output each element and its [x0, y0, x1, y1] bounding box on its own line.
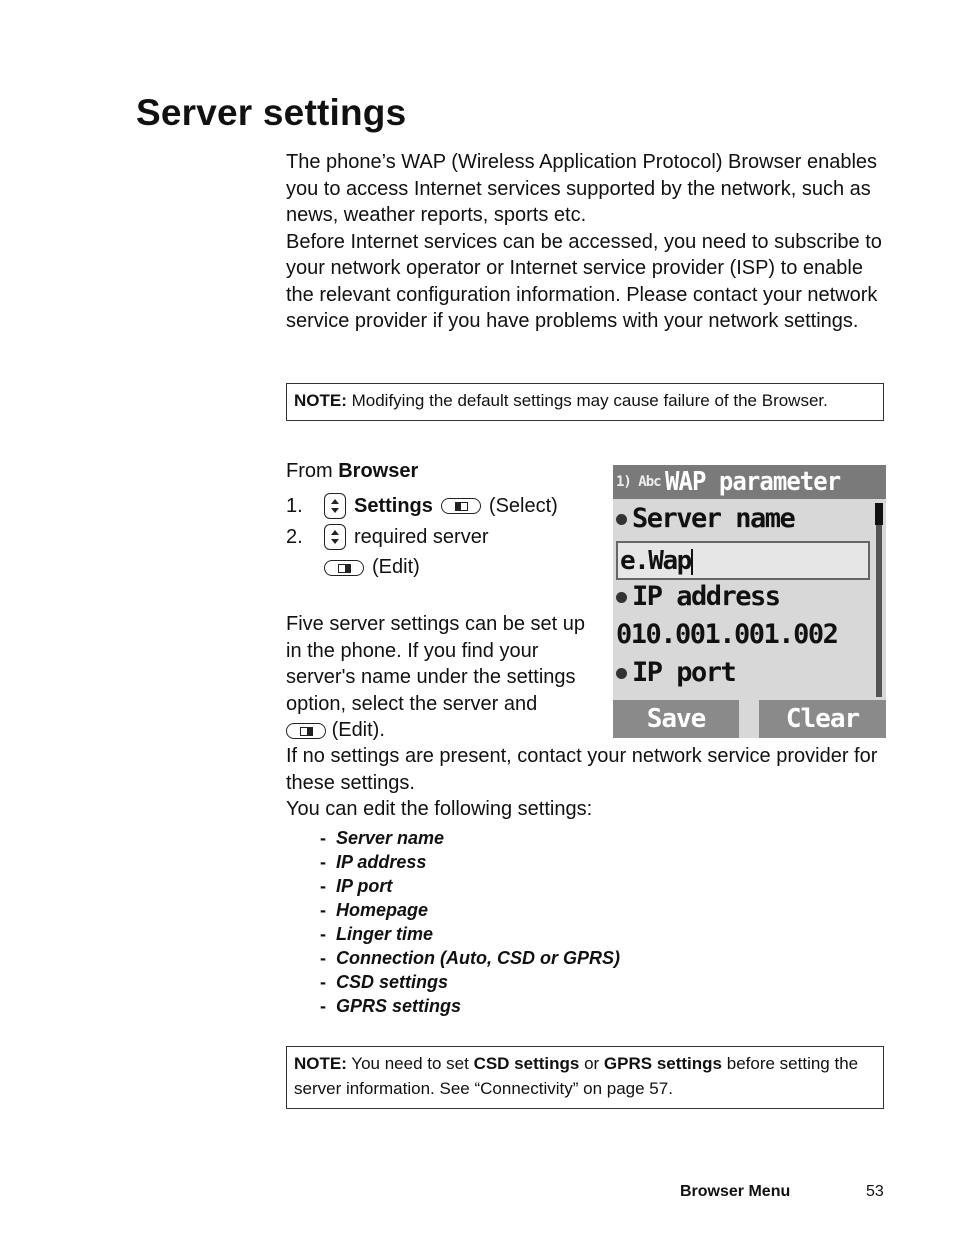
- footer-section-title: Browser Menu: [680, 1183, 791, 1200]
- step-action: (Select): [488, 494, 558, 517]
- scrollbar-thumb[interactable]: [875, 503, 883, 525]
- note-bold-term: CSD settings: [473, 1054, 580, 1073]
- five-settings-paragraph: Five server settings can be set up in the phone. If you find your server's name under the settings option, select the server and: [286, 613, 586, 715]
- five-settings-action: (Edit).: [331, 719, 385, 741]
- list-item: - IP port: [320, 874, 620, 898]
- edit-intro: You can edit the following settings:: [286, 798, 593, 820]
- intro-paragraph-1: The phone’s WAP (Wireless Application Protocol) Browser enables you to access Internet services supported by the network, such as news, weather reports, sports etc.: [286, 151, 878, 226]
- right-softkey-icon: [324, 560, 364, 576]
- note-text-part: before setting the server information. See “Connectivity” on page 57.: [294, 1054, 859, 1098]
- bullet-icon: [616, 514, 627, 525]
- from-line: [286, 460, 418, 483]
- list-item: - IP address: [320, 850, 620, 874]
- navigation-key-icon: [324, 524, 346, 550]
- list-item: - Server name: [320, 826, 620, 850]
- bullet-icon: [616, 592, 627, 603]
- step-1: [286, 493, 558, 519]
- note-box-2: [286, 1046, 884, 1109]
- phone-screenshot: [613, 465, 886, 738]
- phone-header: [613, 465, 886, 499]
- page-title: Server settings: [136, 92, 407, 133]
- list-item: - Homepage: [320, 898, 620, 922]
- ip-address-value[interactable]: 010.001.001.002: [616, 619, 838, 650]
- step-number: 2.: [286, 525, 303, 548]
- right-softkey-icon: [286, 723, 326, 739]
- note-label: NOTE:: [294, 391, 347, 410]
- clear-button[interactable]: Clear: [759, 700, 886, 738]
- ip-port-label: IP port: [616, 657, 735, 688]
- list-item: - CSD settings: [320, 970, 620, 994]
- scrollbar[interactable]: [876, 503, 882, 697]
- phone-header-title: WAP parameter: [664, 467, 840, 497]
- settings-list: [320, 826, 620, 1018]
- five-settings-text: [286, 611, 604, 744]
- note-label: NOTE:: [294, 1054, 347, 1073]
- server-name-field[interactable]: [616, 541, 870, 580]
- step-2-action: [324, 556, 420, 579]
- step-action: (Edit): [372, 556, 420, 578]
- step-item: Settings: [354, 494, 433, 517]
- from-menu: Browser: [338, 460, 419, 482]
- list-item: - Linger time: [320, 922, 620, 946]
- list-item: - GPRS settings: [320, 994, 620, 1018]
- save-button[interactable]: Save: [613, 700, 739, 738]
- no-settings-paragraph: If no settings are present, contact your network service provider for these settings.: [286, 745, 878, 794]
- note-box-1: [286, 383, 884, 421]
- note-bold-term: GPRS settings: [603, 1054, 723, 1073]
- ip-address-label: IP address: [616, 581, 780, 612]
- no-settings-text: [286, 743, 886, 823]
- navigation-key-icon: [324, 493, 346, 519]
- note-text: Modifying the default settings may cause failure of the Browser.: [346, 391, 828, 410]
- input-mode-icon: 1) Abc: [616, 474, 661, 490]
- left-softkey-icon: [441, 498, 481, 514]
- note-text-part: You need to set: [346, 1054, 474, 1073]
- intro-text: [286, 149, 886, 335]
- step-2: [286, 524, 489, 550]
- bullet-icon: [616, 668, 627, 679]
- server-name-label: Server name: [616, 503, 794, 534]
- note-text-part: or: [579, 1054, 604, 1073]
- from-prefix: From: [286, 460, 339, 482]
- list-item: - Connection (Auto, CSD or GPRS): [320, 946, 620, 970]
- step-number: 1.: [286, 494, 303, 517]
- page-number: 53: [866, 1183, 884, 1200]
- step-item: required server: [354, 525, 489, 548]
- intro-paragraph-2: Before Internet services can be accessed, you need to subscribe to your network operator or Internet service provider (ISP) to enable the relevant configuration information. Please contact your network service provider if you have problems with your network settings.: [286, 230, 882, 332]
- server-name-value: e.Wap: [620, 546, 691, 576]
- text-cursor: [691, 549, 693, 575]
